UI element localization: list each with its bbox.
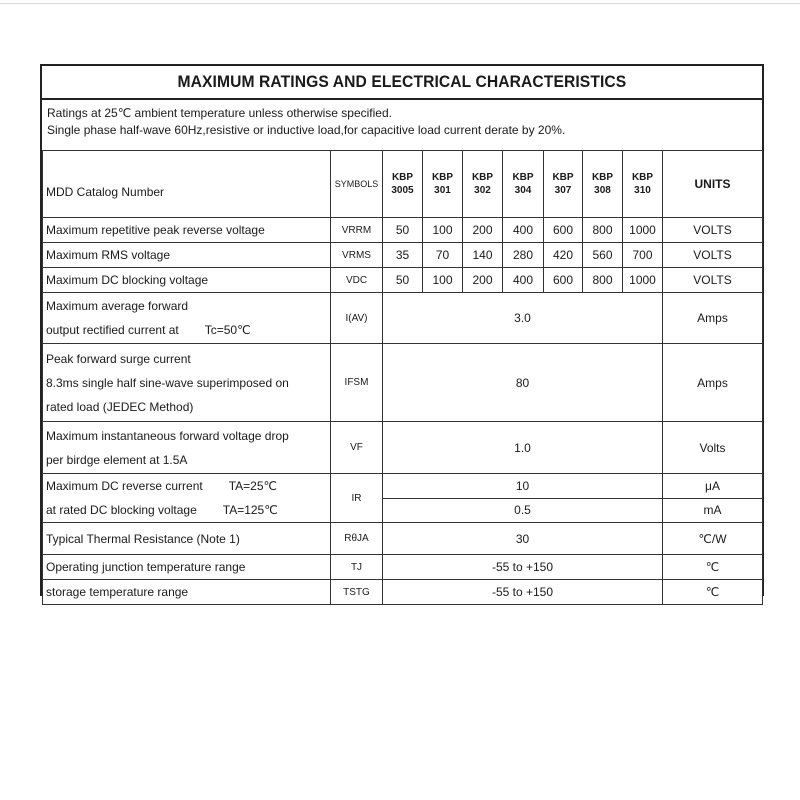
row-description: Maximum DC blocking voltage xyxy=(43,268,331,293)
row-value: -55 to +150 xyxy=(383,555,663,580)
row-value: 35 xyxy=(383,243,423,268)
row-condition: Tc=50℃ xyxy=(204,323,251,337)
row-value: 200 xyxy=(463,218,503,243)
row-description-line: Peak forward surge current xyxy=(46,351,191,366)
row-description: storage temperature range xyxy=(43,580,331,605)
row-condition: TA=125℃ xyxy=(222,503,278,517)
ratings-sheet xyxy=(40,64,764,599)
row-value: 600 xyxy=(544,218,583,243)
row-value: 280 xyxy=(503,243,544,268)
part-prefix: KBP xyxy=(391,172,414,183)
row-description-text: at rated DC blocking voltage xyxy=(46,503,197,517)
row-value: 50 xyxy=(383,218,423,243)
row-description xyxy=(43,293,331,344)
title-bar xyxy=(42,64,762,100)
table-row xyxy=(43,218,763,243)
row-value: 600 xyxy=(544,268,583,293)
table-row xyxy=(43,555,763,580)
row-symbol: IFSM xyxy=(331,344,383,422)
part-prefix: KBP xyxy=(512,172,534,183)
row-unit: Amps xyxy=(663,344,763,422)
part-number: 307 xyxy=(554,185,572,196)
row-value: 1.0 xyxy=(383,422,663,474)
row-value: 1000 xyxy=(623,218,663,243)
page-title: MAXIMUM RATINGS AND ELECTRICAL CHARACTERISTICS xyxy=(177,72,627,91)
row-description: Operating junction temperature range xyxy=(43,555,331,580)
row-symbol: I(AV) xyxy=(331,293,383,344)
row-description-text: output rectified current at xyxy=(46,323,179,337)
catalog-header: MDD Catalog Number xyxy=(43,151,331,218)
part-number: 3005 xyxy=(391,185,414,196)
row-value: -55 to +150 xyxy=(383,580,663,605)
row-description xyxy=(43,344,331,422)
row-value: 0.5 xyxy=(383,498,663,523)
row-description-line: rated load (JEDEC Method) xyxy=(46,399,194,414)
table-row xyxy=(43,243,763,268)
row-value: 50 xyxy=(383,268,423,293)
row-value: 700 xyxy=(623,243,663,268)
row-symbol: VRRM xyxy=(331,218,383,243)
top-divider xyxy=(0,3,800,4)
part-prefix: KBP xyxy=(631,172,654,183)
row-unit: VOLTS xyxy=(663,268,763,293)
row-value: 100 xyxy=(423,268,463,293)
row-unit: Amps xyxy=(663,293,763,344)
row-value: 3.0 xyxy=(383,293,663,344)
row-unit: ℃/W xyxy=(663,523,763,555)
row-description xyxy=(43,474,331,499)
row-description-line: 8.3ms single half sine-wave superimposed on xyxy=(46,375,289,390)
row-description-text: Maximum DC reverse current xyxy=(46,479,203,493)
row-description-line xyxy=(46,318,327,342)
row-symbol: IR xyxy=(331,474,383,523)
table-row xyxy=(43,523,763,555)
part-prefix: KBP xyxy=(471,172,494,183)
row-value: 800 xyxy=(583,218,623,243)
rating-notes xyxy=(47,105,565,139)
units-header: UNITS xyxy=(663,151,763,218)
row-symbol: RθJA xyxy=(331,523,383,555)
row-value: 800 xyxy=(583,268,623,293)
part-header xyxy=(503,151,544,218)
note-load: Single phase half-wave 60Hz,resistive or inductive load,for capacitive load current derate by 20%. xyxy=(47,123,566,137)
row-value: 420 xyxy=(544,243,583,268)
row-value: 140 xyxy=(463,243,503,268)
row-symbol: VRMS xyxy=(331,243,383,268)
part-header xyxy=(544,151,583,218)
row-description-line: Maximum instantaneous forward voltage drop xyxy=(46,428,289,443)
part-number: 310 xyxy=(634,185,651,196)
row-unit: ℃ xyxy=(663,555,763,580)
ratings-table xyxy=(42,150,763,605)
part-number: 304 xyxy=(514,185,532,196)
row-unit: VOLTS xyxy=(663,243,763,268)
row-value: 70 xyxy=(423,243,463,268)
table-row xyxy=(43,268,763,293)
row-description-line: per birdge element at 1.5A xyxy=(46,452,188,467)
part-header xyxy=(463,151,503,218)
row-symbol: VF xyxy=(331,422,383,474)
table-row xyxy=(43,422,763,474)
row-value: 10 xyxy=(383,474,663,499)
table-row xyxy=(43,293,763,344)
row-value: 80 xyxy=(383,344,663,422)
row-symbol: TJ xyxy=(331,555,383,580)
row-description xyxy=(43,422,331,474)
part-number: 302 xyxy=(474,185,491,196)
row-unit: mA xyxy=(663,498,763,523)
row-description-line: Maximum average forward xyxy=(46,299,189,313)
row-description: Maximum RMS voltage xyxy=(43,243,331,268)
table-row xyxy=(43,344,763,422)
row-value: 400 xyxy=(503,268,544,293)
symbols-header: SYMBOLS xyxy=(331,151,383,218)
row-unit: VOLTS xyxy=(663,218,763,243)
row-symbol: TSTG xyxy=(331,580,383,605)
row-symbol: VDC xyxy=(331,268,383,293)
part-prefix: KBP xyxy=(431,172,454,183)
table-row xyxy=(43,474,763,499)
row-value: 400 xyxy=(503,218,544,243)
part-header xyxy=(583,151,623,218)
row-value: 200 xyxy=(463,268,503,293)
row-description: Typical Thermal Resistance (Note 1) xyxy=(43,523,331,555)
part-header xyxy=(383,151,423,218)
note-ambient: Ratings at 25℃ ambient temperature unless otherwise specified. xyxy=(47,106,392,120)
row-unit: ℃ xyxy=(663,580,763,605)
row-value: 30 xyxy=(383,523,663,555)
part-prefix: KBP xyxy=(591,172,614,183)
row-description xyxy=(43,498,331,523)
row-unit: μA xyxy=(663,474,763,499)
row-value: 100 xyxy=(423,218,463,243)
table-row xyxy=(43,498,763,523)
row-unit: Volts xyxy=(663,422,763,474)
part-number: 301 xyxy=(434,185,451,196)
row-value: 560 xyxy=(583,243,623,268)
part-number: 308 xyxy=(594,185,611,196)
row-condition: TA=25℃ xyxy=(228,479,277,493)
part-header xyxy=(623,151,663,218)
table-row xyxy=(43,580,763,605)
part-header xyxy=(423,151,463,218)
row-description: Maximum repetitive peak reverse voltage xyxy=(43,218,331,243)
part-prefix: KBP xyxy=(552,172,574,183)
header-row xyxy=(43,151,763,218)
row-value: 1000 xyxy=(623,268,663,293)
